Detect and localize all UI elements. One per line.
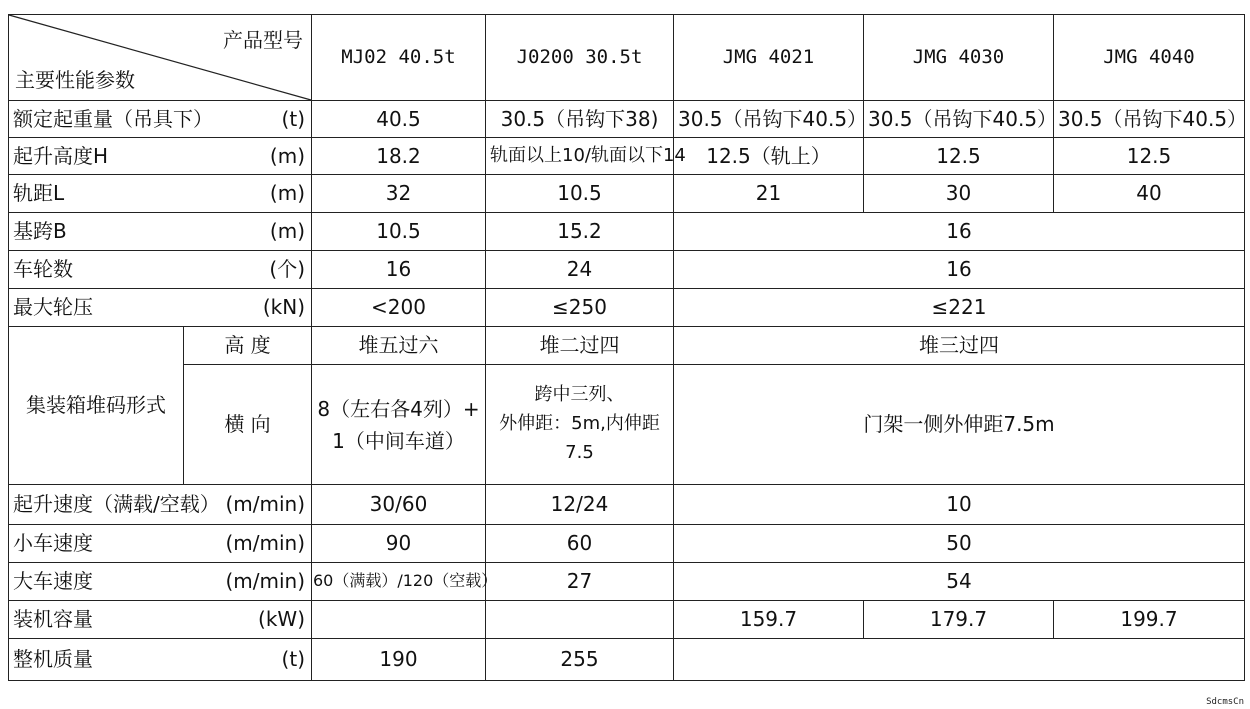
product-model-label: 产品型号: [223, 28, 303, 52]
stacking-height-label: 高 度: [184, 327, 312, 365]
value-cell: 30.5（吊钩下40.5）: [674, 101, 864, 138]
value-cell-merged: ≤221: [674, 289, 1245, 327]
value-cell: 12.5: [1054, 138, 1245, 175]
model-jmg4021: JMG 4021: [674, 15, 864, 101]
value-cell: 30: [864, 175, 1054, 213]
row-stacking-lateral: [9, 365, 1245, 485]
value-cell-merged: 54: [674, 563, 1245, 601]
value-cell: 27: [486, 563, 674, 601]
value-cell: 60: [486, 525, 674, 563]
value-cell-merged: [674, 639, 1245, 681]
row-base-span: [9, 213, 1245, 251]
model-mj02: MJ02 40.5t: [312, 15, 486, 101]
value-cell-multiline: [486, 365, 674, 485]
row-installed-power: [9, 601, 1245, 639]
value-line: 跨中三列、: [534, 384, 625, 406]
value-cell: 190: [312, 639, 486, 681]
value-line: 外伸距：5m,内伸距7.5: [499, 413, 660, 463]
value-cell: 255: [486, 639, 674, 681]
param-unit: (m/min): [184, 525, 312, 563]
value-cell-merged: 门架一侧外伸距7.5m: [674, 365, 1245, 485]
value-cell-merged: 16: [674, 251, 1245, 289]
param-label: 装机容量: [9, 601, 184, 639]
param-label: 额定起重量（吊具下）: [9, 101, 184, 138]
value-cell-merged: 50: [674, 525, 1245, 563]
value-cell: 30.5（吊钩下38): [486, 101, 674, 138]
row-stacking-height: [9, 327, 1245, 365]
row-crane-speed: [9, 563, 1245, 601]
crane-spec-table: [8, 14, 1248, 681]
value-line: 1（中间车道）: [332, 428, 465, 453]
param-label: 车轮数: [9, 251, 184, 289]
value-cell: <200: [312, 289, 486, 327]
value-cell: 堆五过六: [312, 327, 486, 365]
value-cell: 30.5（吊钩下40.5）: [864, 101, 1054, 138]
value-cell: ≤250: [486, 289, 674, 327]
param-label: 大车速度: [9, 563, 184, 601]
param-unit: (kW): [184, 601, 312, 639]
value-cell: 21: [674, 175, 864, 213]
param-unit: (m): [184, 213, 312, 251]
value-cell: 16: [312, 251, 486, 289]
value-cell: 60（满载）/120（空载）: [312, 563, 486, 601]
value-cell: 18.2: [312, 138, 486, 175]
value-line: 8（左右各4列）+: [317, 396, 480, 421]
param-unit: (m/min): [184, 563, 312, 601]
value-cell: [486, 601, 674, 639]
value-cell: 10.5: [312, 213, 486, 251]
diagonal-header-cell: [9, 15, 312, 101]
param-label: 小车速度: [9, 525, 184, 563]
value-cell: 12/24: [486, 485, 674, 525]
row-max-wheel-load: [9, 289, 1245, 327]
value-cell: 15.2: [486, 213, 674, 251]
value-cell: 30.5（吊钩下40.5）: [1054, 101, 1245, 138]
model-j0200: J0200 30.5t: [486, 15, 674, 101]
value-cell: 32: [312, 175, 486, 213]
value-cell: [312, 601, 486, 639]
param-unit: (t): [184, 101, 312, 138]
value-cell: 179.7: [864, 601, 1054, 639]
value-cell: 199.7: [1054, 601, 1245, 639]
param-unit: (m): [184, 138, 312, 175]
param-unit: (m/min): [184, 485, 312, 525]
param-unit: (个): [184, 251, 312, 289]
value-cell-merged: 16: [674, 213, 1245, 251]
header-row: [9, 15, 1245, 101]
param-label: 整机质量: [9, 639, 184, 681]
model-jmg4030: JMG 4030: [864, 15, 1054, 101]
value-cell: 90: [312, 525, 486, 563]
value-cell: 30/60: [312, 485, 486, 525]
row-wheel-count: [9, 251, 1245, 289]
value-cell: 40.5: [312, 101, 486, 138]
row-hoist-speed: [9, 485, 1245, 525]
row-track-gauge: [9, 175, 1245, 213]
value-cell-merged: 堆三过四: [674, 327, 1245, 365]
value-cell: 堆二过四: [486, 327, 674, 365]
param-label: 起升高度H: [9, 138, 184, 175]
main-parameters-label: 主要性能参数: [15, 68, 135, 92]
stacking-lateral-label: 横 向: [184, 365, 312, 485]
param-label: 起升速度（满载/空载）: [9, 485, 184, 525]
row-lift-height: [9, 138, 1245, 175]
param-label: 最大轮压: [9, 289, 184, 327]
param-unit: (m): [184, 175, 312, 213]
param-unit: (kN): [184, 289, 312, 327]
value-cell: 24: [486, 251, 674, 289]
param-label: 轨距L: [9, 175, 184, 213]
model-jmg4040: JMG 4040: [1054, 15, 1245, 101]
row-trolley-speed: [9, 525, 1245, 563]
container-stacking-label: 集装箱堆码形式: [9, 327, 184, 485]
row-rated-load: [9, 101, 1245, 138]
value-cell: 40: [1054, 175, 1245, 213]
row-total-mass: [9, 639, 1245, 681]
param-label: 基跨B: [9, 213, 184, 251]
value-cell: 轨面以上10/轨面以下14: [486, 138, 674, 175]
value-cell-multiline: [312, 365, 486, 485]
value-cell: 10.5: [486, 175, 674, 213]
watermark: SdcmsCn: [1206, 697, 1244, 707]
value-cell: 12.5: [864, 138, 1054, 175]
value-cell-merged: 10: [674, 485, 1245, 525]
value-cell: 12.5（轨上）: [674, 138, 864, 175]
value-cell: 159.7: [674, 601, 864, 639]
param-unit: (t): [184, 639, 312, 681]
